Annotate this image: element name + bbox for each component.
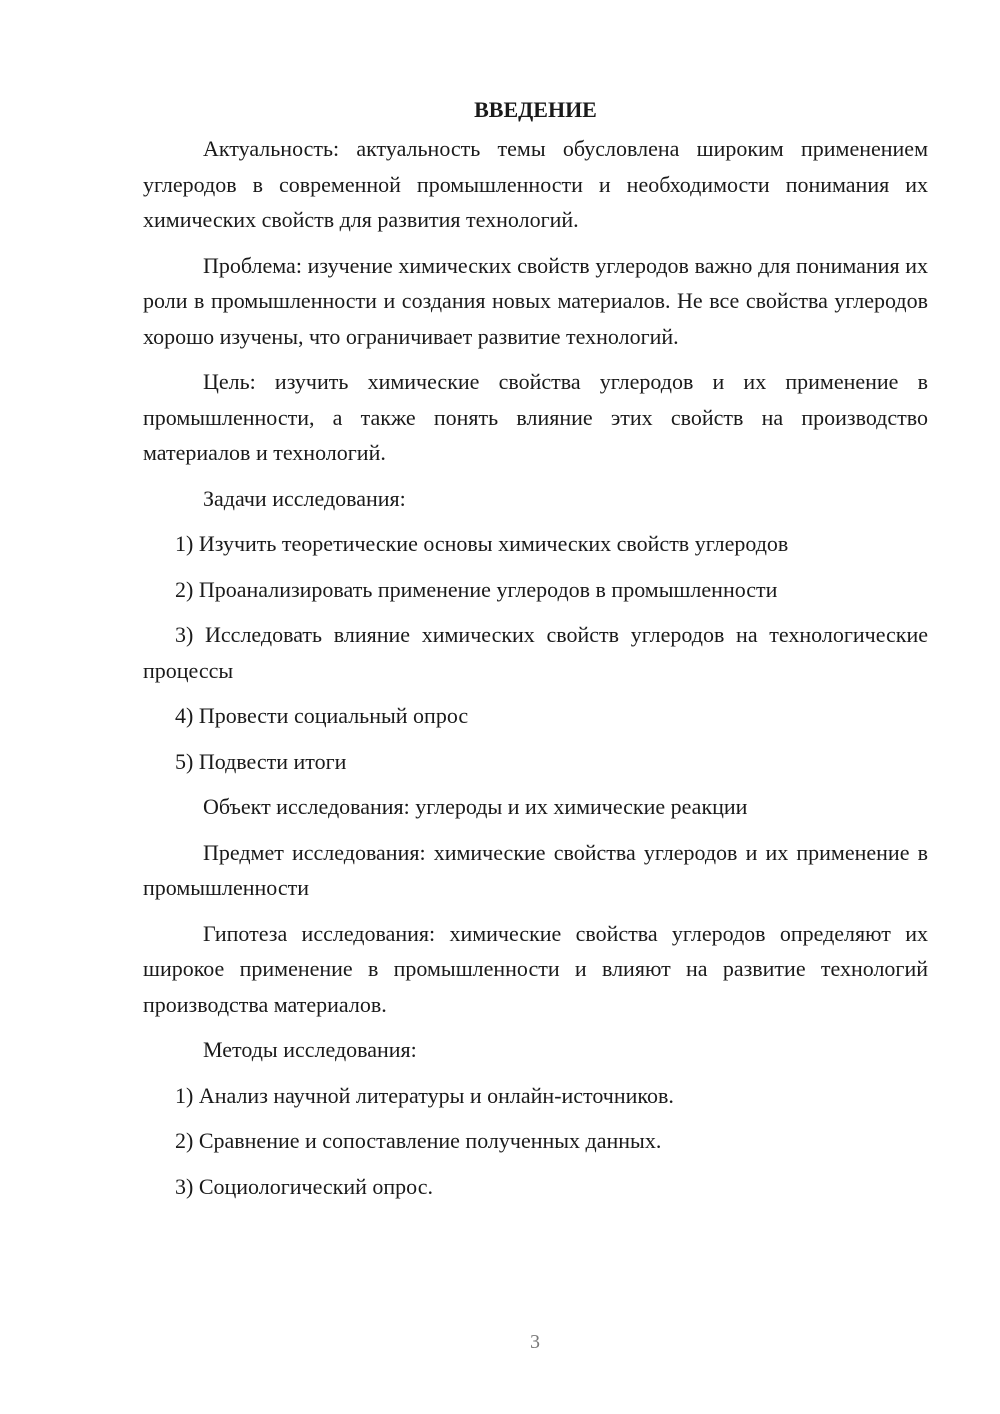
paragraph-relevance: Актуальность: актуальность темы обусловлена широким применением углеродов в современной промышленности и необходимости понимания их химических свойств для развития технологий. xyxy=(143,136,928,232)
task-item: 3) Исследовать влияние химических свойств углеродов на технологические процессы xyxy=(143,622,928,683)
method-item: 3) Социологический опрос. xyxy=(175,1173,433,1199)
page-content xyxy=(143,92,928,1214)
paragraph-goal: Цель: изучить химические свойства углеродов и их применение в промышленности, а также понять влияние этих свойств на производство материалов и технологий. xyxy=(143,369,928,465)
task-item: 5) Подвести итоги xyxy=(175,748,347,774)
tasks-heading: Задачи исследования: xyxy=(203,485,406,511)
task-item: 2) Проанализировать применение углеродов в промышленности xyxy=(175,576,778,602)
method-item: 1) Анализ научной литературы и онлайн-источников. xyxy=(175,1082,674,1108)
task-item: 4) Провести социальный опрос xyxy=(175,703,469,728)
section-title: ВВЕДЕНИЕ xyxy=(474,97,597,122)
paragraph-subject: Предмет исследования: химические свойства углеродов и их применение в промышленности xyxy=(143,839,928,900)
paragraph-problem: Проблема: изучение химических свойств углеродов важно для понимания их роли в промышленности и создания новых материалов. Не все свойства углеродов хорошо изучены, что ограничивает развитие технологий. xyxy=(143,252,928,349)
task-item: 1) Изучить теоретические основы химических свойств углеродов xyxy=(175,531,789,556)
methods-heading: Методы исследования: xyxy=(203,1037,417,1062)
paragraph-hypothesis: Гипотеза исследования: химические свойства углеродов определяют их широкое применение в промышленности и влияют на развитие технологий производства материалов. xyxy=(143,920,928,1017)
method-item: 2) Сравнение и сопоставление полученных данных. xyxy=(175,1128,662,1153)
page-number: 3 xyxy=(530,1331,540,1353)
paragraph-object: Объект исследования: углероды и их химические реакции xyxy=(203,794,748,819)
